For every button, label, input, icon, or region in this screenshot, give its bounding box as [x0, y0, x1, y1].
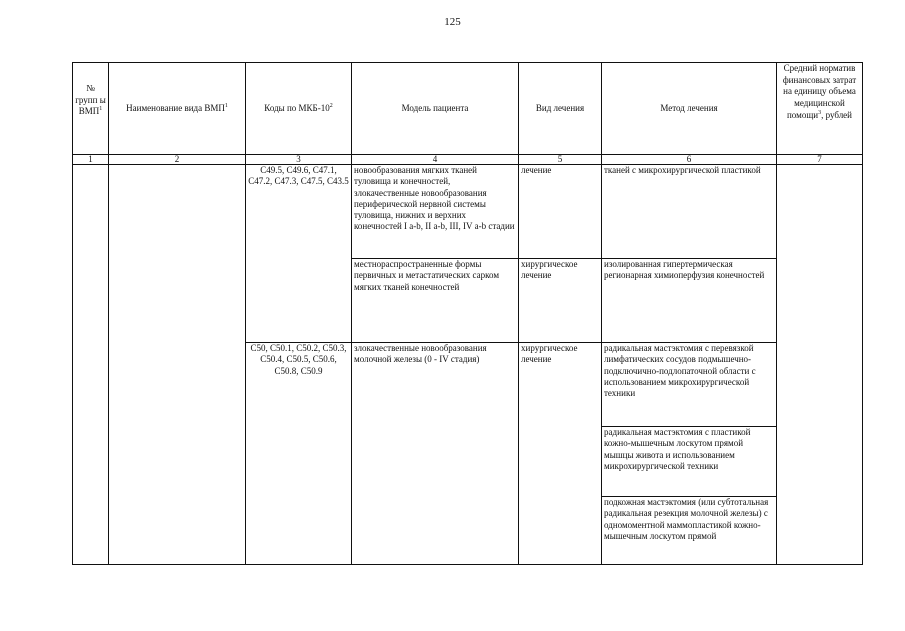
cost-standard-cell: [777, 165, 863, 565]
column-number: 6: [602, 155, 777, 165]
column-number-row: [73, 155, 863, 165]
treatment-method-cell: радикальная мастэктомия с пластикой кожно-мышечным лоскутом прямой мышцы живота и использованием микрохирургической техники: [602, 427, 777, 497]
table-row: [73, 165, 863, 259]
col-header-cost-standard: Средний норматив финансовых затрат на единицу объема медицинской помощи$^3$, рублей: [777, 63, 863, 155]
group-number-cell: [73, 165, 109, 565]
col-header-treatment-method: Метод лечения: [602, 63, 777, 155]
col-header-group-number: № групп ы ВМП$^1$: [73, 63, 109, 155]
treatment-type-cell: лечение: [519, 165, 602, 259]
icd-codes-cell: C50, C50.1, C50.2, C50.3, C50.4, C50.5, C50.6, C50.8, C50.9: [246, 343, 352, 565]
column-number: 4: [352, 155, 519, 165]
vmp-table: [72, 62, 863, 565]
column-number: 1: [73, 155, 109, 165]
icd-codes-cell: C49.5, C49.6, C47.1, C47.2, C47.3, C47.5, C43.5: [246, 165, 352, 343]
vmp-name-cell: [109, 165, 246, 565]
treatment-method-cell: подкожная мастэктомия (или субтотальная радикальная резекция молочной железы) с одномоментной маммопластикой кожно-мышечным лоскутом прямой: [602, 497, 777, 565]
page-number: 125: [444, 16, 461, 28]
col-header-vmp-name: Наименование вида ВМП$^1$: [109, 63, 246, 155]
patient-model-cell: местнораспространенные формы первичных и метастатических сарком мягких тканей конечностей: [352, 259, 519, 343]
column-number: 3: [246, 155, 352, 165]
patient-model-cell: злокачественные новообразования молочной железы (0 - IV стадия): [352, 343, 519, 565]
col-header-treatment-type: Вид лечения: [519, 63, 602, 155]
treatment-method-cell: радикальная мастэктомия с перевязкой лимфатических сосудов подмышечно-подключично-подлопаточной области с использованием микрохирургической техники: [602, 343, 777, 427]
col-header-icd-codes: Коды по МКБ-$10^2$: [246, 63, 352, 155]
patient-model-cell: новообразования мягких тканей туловища и конечностей, злокачественные новообразования периферической нервной системы туловища, нижних и верхних конечностей I a-b, II a-b, III, IV a-b стадии: [352, 165, 519, 259]
treatment-type-cell: хирургическое лечение: [519, 343, 602, 565]
col-header-patient-model: Модель пациента: [352, 63, 519, 155]
column-number: 5: [519, 155, 602, 165]
treatment-method-cell: тканей с микрохирургической пластикой: [602, 165, 777, 259]
column-number: 7: [777, 155, 863, 165]
treatment-method-cell: изолированная гипертермическая регионарная химиоперфузия конечностей: [602, 259, 777, 343]
column-number: 2: [109, 155, 246, 165]
table-header-row: [73, 63, 863, 155]
treatment-type-cell: хирургическое лечение: [519, 259, 602, 343]
